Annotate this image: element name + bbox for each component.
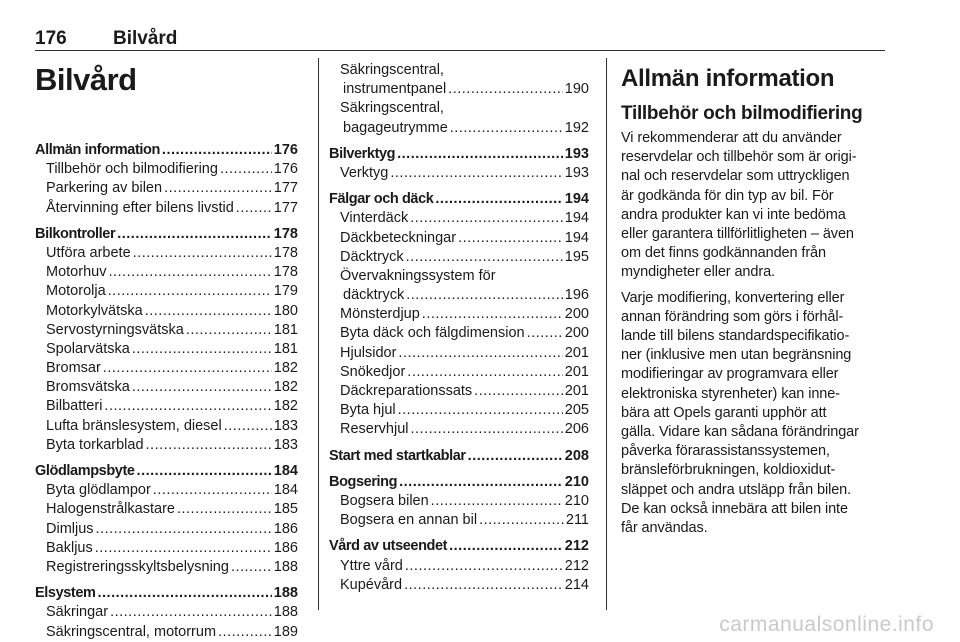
toc-entry-label: Elsystem (35, 585, 96, 602)
toc-entry-page: 210 (564, 492, 589, 509)
toc-entry-label: Registreringsskyltsbelysning (46, 558, 229, 575)
toc-entry-page: 194 (564, 229, 589, 246)
toc-entry-label: Tillbehör och bilmodifiering (46, 161, 218, 178)
toc-leader-dots (146, 436, 272, 455)
toc-leader-dots (406, 248, 563, 267)
toc-entry[interactable] (35, 378, 298, 397)
toc-leader-dots (97, 584, 271, 603)
toc-entry[interactable] (329, 420, 589, 439)
toc-entry-page: 182 (273, 398, 298, 415)
toc-entry-label: Yttre vård (340, 557, 403, 574)
toc-leader-dots (431, 492, 563, 511)
toc-entry-label: Byta glödlampor (46, 482, 151, 499)
toc-leader-dots (108, 282, 272, 301)
toc-entry-label: Glödlampsbyte (35, 463, 135, 479)
toc-entry[interactable] (329, 99, 589, 118)
toc-leader-dots (411, 420, 563, 439)
toc-entry-page: 183 (273, 417, 298, 434)
toc-section-entry[interactable] (35, 462, 298, 481)
toc-section-entry[interactable] (35, 141, 298, 160)
body-line: modifieringar av programvara eller (621, 366, 839, 383)
toc-entry-label: Utföra arbete (46, 244, 131, 261)
toc-entry-page: 212 (564, 557, 589, 574)
toc-entry-page: 184 (273, 463, 298, 479)
toc-entry-label: Fälgar och däck (329, 191, 434, 208)
body-line: ner (inklusive men utan begränsning (621, 347, 852, 364)
toc-entry-label: instrumentpanel (343, 81, 447, 98)
toc-entry-page: 181 (273, 321, 298, 338)
body-line: andra produkter kan vi inte bedöma (621, 206, 846, 223)
toc-leader-dots (404, 576, 563, 595)
toc-entry-page: 205 (564, 402, 589, 419)
toc-entry-page: 182 (273, 360, 298, 377)
toc-entry[interactable] (329, 209, 589, 228)
toc-leader-dots (103, 359, 272, 378)
body-line: De kan också innebära att bilen inte (621, 500, 848, 517)
toc-entry-page: 195 (564, 248, 589, 265)
toc-section-entry[interactable] (35, 584, 298, 603)
toc-section-entry[interactable] (35, 225, 298, 244)
toc-entry-label: Däckreparationssats (340, 383, 473, 399)
toc-entry-label: Bilverktyg (329, 145, 396, 162)
toc-entry-page: 201 (564, 344, 589, 361)
section-subheading: Tillbehör och bilmodifiering (621, 103, 863, 124)
toc-leader-dots (458, 229, 563, 248)
toc-entry[interactable] (329, 492, 589, 511)
toc-leader-dots (108, 263, 271, 282)
toc-entry-label: Bogsera bilen (340, 492, 429, 509)
toc-entry-page: 176 (273, 142, 298, 158)
toc-entry[interactable] (329, 267, 589, 286)
header-title: Bilvård (113, 28, 178, 49)
toc-entry-page: 180 (273, 302, 298, 319)
toc-entry[interactable] (329, 286, 589, 305)
toc-entry[interactable] (35, 282, 298, 301)
toc-entry-page: 177 (273, 199, 298, 216)
toc-entry-page: 181 (273, 340, 298, 357)
body-line: påverka förarassistanssystemen, (621, 443, 830, 460)
toc-entry[interactable] (35, 160, 298, 179)
toc-leader-dots (177, 500, 272, 519)
toc-entry-label: Bilkontroller (35, 225, 116, 242)
toc-entry-label: Bromsvätska (46, 379, 130, 396)
toc-entry-page: 206 (564, 421, 589, 438)
body-line: är godkända för din typ av bil. För (621, 187, 834, 204)
toc-entry-label: Bilbatteri (46, 398, 103, 415)
toc-leader-dots (132, 378, 272, 397)
toc-entry-page: 188 (273, 585, 298, 602)
toc-leader-dots (153, 481, 272, 500)
toc-leader-dots (218, 623, 272, 642)
toc-entry[interactable] (35, 623, 298, 642)
toc-leader-dots (527, 324, 563, 343)
toc-entry-label: Mönsterdjup (340, 306, 420, 323)
toc-leader-dots (405, 557, 563, 576)
toc-entry[interactable] (329, 511, 589, 530)
toc-entry[interactable] (35, 520, 298, 539)
toc-leader-dots (399, 473, 563, 492)
toc-entry-page: 188 (273, 558, 298, 575)
toc-section-entry[interactable] (329, 190, 589, 209)
toc-entry-page: 188 (273, 604, 298, 621)
toc-entry-label: Vinterdäck (340, 210, 409, 227)
toc-entry[interactable] (35, 539, 298, 558)
toc-column-1 (35, 141, 298, 642)
toc-leader-dots (231, 558, 272, 577)
toc-leader-dots (104, 397, 271, 416)
toc-entry-label: Byta däck och fälgdimension (340, 325, 525, 342)
toc-entry-label: Servostyrningsvätska (46, 321, 184, 338)
toc-leader-dots (410, 209, 563, 228)
toc-entry-page: 178 (273, 244, 298, 261)
toc-entry[interactable] (329, 401, 589, 420)
toc-section-entry[interactable] (329, 473, 589, 492)
body-line: Vi rekommenderar att du använder (621, 130, 842, 146)
toc-entry-label: Motorolja (46, 283, 106, 300)
toc-entry-page: 210 (564, 473, 589, 490)
toc-entry-page: 193 (564, 164, 589, 181)
toc-leader-dots (398, 401, 563, 420)
toc-entry-label: Övervakningssystem för (340, 267, 496, 284)
toc-entry[interactable] (329, 80, 589, 99)
toc-entry-label: Spolarvätska (46, 340, 130, 357)
toc-leader-dots (162, 141, 272, 160)
toc-leader-dots (474, 382, 563, 401)
toc-entry-page: 200 (564, 306, 589, 323)
toc-entry[interactable] (329, 363, 589, 382)
toc-entry[interactable] (35, 199, 298, 218)
toc-leader-dots (406, 286, 563, 305)
toc-entry[interactable] (329, 382, 589, 401)
toc-entry-label: Bakljus (46, 539, 93, 556)
toc-entry-page: 186 (273, 520, 298, 537)
toc-entry[interactable] (35, 436, 298, 455)
body-line: bära att Opels garanti upphör att (621, 404, 827, 421)
toc-entry-page: 189 (273, 623, 298, 640)
toc-entry-label: Bogsera en annan bil (340, 512, 478, 529)
toc-entry-label: Dimljus (46, 520, 94, 537)
toc-entry-page: 183 (273, 436, 298, 453)
toc-entry[interactable] (35, 500, 298, 519)
body-line: nal och reservdelar som uttryckligen (621, 168, 850, 185)
toc-entry[interactable] (35, 359, 298, 378)
toc-entry-label: Motorhuv (46, 264, 107, 281)
toc-entry-page: 201 (564, 363, 589, 380)
body-line: lande till bilens standardspecifikatio- (621, 328, 850, 345)
toc-leader-dots (448, 80, 563, 99)
toc-leader-dots (133, 244, 272, 263)
toc-entry-page: 182 (273, 379, 298, 396)
body-paragraph (621, 289, 889, 539)
toc-entry-label: Bogsering (329, 473, 398, 490)
body-line: elektroniska styrenheter) kan inne- (621, 385, 840, 402)
toc-entry-page: 177 (273, 180, 298, 197)
toc-entry-page: 212 (564, 538, 589, 555)
column-divider-1 (318, 58, 319, 610)
toc-entry-page: 194 (564, 210, 589, 227)
toc-entry[interactable] (329, 248, 589, 267)
toc-entry[interactable] (329, 557, 589, 576)
body-line: annan förändring som görs i förhål- (621, 308, 844, 325)
toc-leader-dots (96, 520, 272, 539)
toc-entry[interactable] (35, 179, 298, 198)
toc-entry-page: 184 (273, 482, 298, 499)
toc-entry[interactable] (35, 603, 298, 622)
toc-entry-label: Hjulsidor (340, 344, 397, 361)
section-body (621, 129, 889, 538)
toc-leader-dots (407, 363, 563, 382)
toc-entry-label: Start med startkablar (329, 447, 466, 464)
body-line: Varje modifiering, konvertering eller (621, 289, 845, 306)
toc-entry[interactable] (35, 397, 298, 416)
toc-entry-page: 190 (564, 81, 589, 98)
toc-entry[interactable] (329, 576, 589, 595)
toc-entry-label: Däckbeteckningar (340, 229, 457, 246)
toc-entry-label: Säkringscentral, (340, 100, 444, 117)
toc-leader-dots (164, 179, 272, 198)
body-line: släppet och andra utsläpp från bilen. (621, 481, 852, 498)
toc-entry[interactable] (35, 340, 298, 359)
body-line: reservdelar och tillbehör som är origi- (621, 149, 857, 166)
toc-entry[interactable] (329, 324, 589, 343)
toc-entry-label: Vård av utseendet (329, 538, 448, 555)
toc-leader-dots (479, 511, 564, 530)
body-paragraph (621, 129, 889, 283)
toc-leader-dots (186, 321, 272, 340)
toc-leader-dots (95, 539, 272, 558)
toc-entry[interactable] (35, 244, 298, 263)
toc-leader-dots (468, 447, 563, 466)
toc-entry-page: 208 (564, 447, 589, 464)
toc-entry-page: 192 (564, 119, 589, 136)
toc-entry-label: Återvinning efter bilens livstid (46, 199, 234, 216)
toc-entry-page: 185 (273, 501, 298, 518)
toc-entry-label: Lufta bränslesystem, diesel (46, 417, 222, 434)
toc-leader-dots (145, 302, 272, 321)
toc-entry[interactable] (329, 305, 589, 324)
toc-entry-page: 176 (273, 161, 298, 178)
toc-entry-label: Säkringar (46, 604, 109, 621)
toc-leader-dots (390, 164, 562, 183)
toc-entry-page: 194 (564, 191, 589, 208)
toc-leader-dots (398, 344, 562, 363)
body-line: myndigheter eller andra. (621, 264, 775, 281)
toc-entry-label: däcktryck (343, 287, 405, 304)
toc-leader-dots (449, 537, 563, 556)
toc-leader-dots (435, 190, 562, 209)
toc-entry-label: Byta torkarblad (46, 436, 144, 453)
toc-entry-page: 211 (565, 512, 589, 529)
toc-leader-dots (220, 160, 272, 179)
toc-entry-page: 193 (564, 145, 589, 162)
toc-entry-label: Kupévård (340, 576, 403, 593)
toc-section-entry[interactable] (329, 145, 589, 164)
watermark: carmanualsonline.info (719, 613, 934, 636)
toc-entry[interactable] (35, 321, 298, 340)
toc-entry[interactable] (329, 229, 589, 248)
page-number: 176 (35, 28, 67, 49)
section-heading: Allmän information (621, 65, 835, 92)
toc-entry-label: Säkringscentral, (340, 62, 444, 78)
toc-entry-label: Reservhjul (340, 421, 409, 438)
toc-entry-page: 200 (564, 325, 589, 342)
header-rule (35, 50, 885, 51)
body-line: bränsleförbrukningen, koldioxidut- (621, 462, 836, 479)
toc-leader-dots (117, 225, 272, 244)
toc-entry[interactable] (329, 119, 589, 138)
toc-leader-dots (422, 305, 563, 324)
toc-leader-dots (132, 340, 272, 359)
toc-entry-page: 196 (564, 287, 589, 304)
toc-entry-label: Halogenstrålkastare (46, 501, 175, 518)
toc-entry-page: 186 (273, 539, 298, 556)
toc-entry-page: 178 (273, 225, 298, 242)
section-content (621, 62, 889, 544)
toc-entry-label: Bromsar (46, 360, 101, 377)
toc-entry[interactable] (35, 558, 298, 577)
toc-entry-label: Byta hjul (340, 402, 396, 419)
toc-leader-dots (137, 462, 272, 481)
toc-entry[interactable] (35, 481, 298, 500)
toc-leader-dots (397, 145, 563, 164)
toc-entry-label: Verktyg (340, 164, 389, 181)
toc-entry[interactable] (329, 61, 589, 80)
toc-section-entry[interactable] (329, 537, 589, 556)
toc-entry-page: 214 (564, 576, 589, 593)
toc-entry-page: 201 (564, 383, 589, 399)
body-line: eller garantera tillförlitligheten – även (621, 226, 854, 243)
toc-entry[interactable] (329, 164, 589, 183)
toc-entry-label: Däcktryck (340, 248, 404, 265)
toc-column-2 (329, 61, 589, 595)
toc-section-entry[interactable] (329, 447, 589, 466)
toc-entry-page: 178 (273, 264, 298, 281)
toc-leader-dots (110, 603, 272, 622)
toc-leader-dots (224, 417, 272, 436)
toc-entry-label: Snökedjor (340, 363, 406, 380)
body-line: om det finns godkännanden från (621, 245, 826, 262)
toc-entry-page: 179 (273, 283, 298, 300)
toc-entry[interactable] (35, 302, 298, 321)
toc-entry-label: Parkering av bilen (46, 180, 163, 197)
body-line: får användas. (621, 520, 708, 537)
toc-entry[interactable] (329, 344, 589, 363)
body-line: gälla. Vidare kan sådana förändringar (621, 424, 859, 441)
column-divider-2 (606, 58, 607, 610)
toc-entry-label: Allmän information (35, 142, 160, 158)
toc-entry-label: Säkringscentral, motorrum (46, 623, 217, 640)
chapter-title: Bilvård (35, 62, 137, 97)
toc-entry[interactable] (35, 417, 298, 436)
toc-entry[interactable] (35, 263, 298, 282)
toc-leader-dots (450, 119, 563, 138)
toc-leader-dots (236, 199, 272, 218)
toc-entry-label: Motorkylvätska (46, 302, 143, 319)
toc-entry-label: bagageutrymme (343, 119, 448, 136)
